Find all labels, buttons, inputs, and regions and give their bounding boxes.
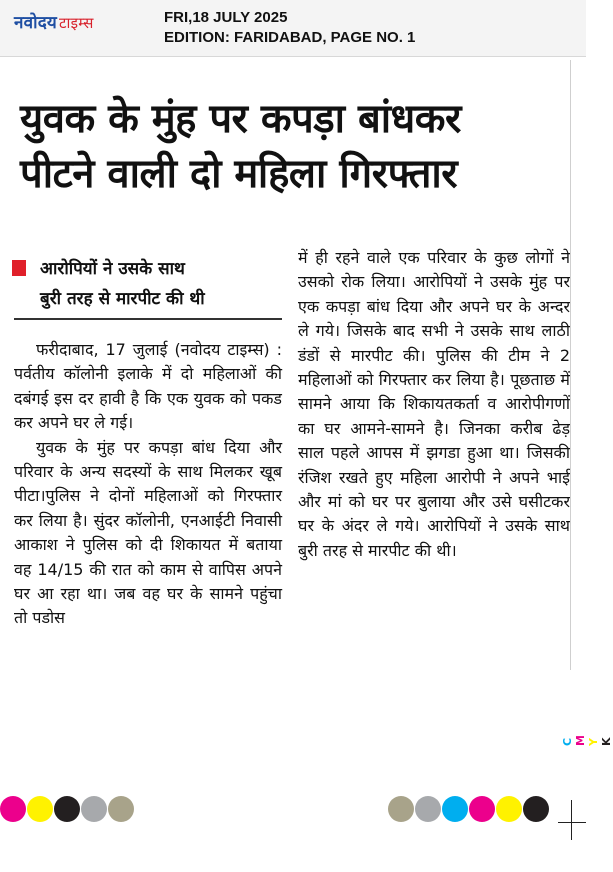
- color-bar-right: [388, 796, 550, 820]
- olive-swatch: [108, 796, 134, 822]
- yellow-swatch: [496, 796, 522, 822]
- logo-main-text: नवोदय: [14, 13, 57, 33]
- subheading-line-1: आरोपियों ने उसके साथ: [40, 259, 185, 279]
- article-column-1: [14, 338, 282, 631]
- subheading-line-2: बुरी तरह से मारपीट की थी: [40, 289, 205, 309]
- publication-date: FRI,18 JULY 2025: [164, 9, 288, 26]
- cyan-swatch: [442, 796, 468, 822]
- margin-rule: [570, 60, 571, 670]
- magenta-swatch: [0, 796, 26, 822]
- registration-mark-horizontal: [558, 822, 586, 823]
- edition-page: EDITION: FARIDABAD, PAGE NO. 1: [164, 29, 416, 46]
- paragraph-2: युवक के मुंह पर कपड़ा बांध दिया और परिवार के अन्य सदस्यों के साथ मिलकर खूब पीटा।पुलिस ने दोनों महिलाओं को गिरफ्तार कर लिया है। सुंदर कॉलोनी, एनआईटी निवासी आकाश ने पुलिस को दी शिकायत में बताया वह 14/15 की रात को काम से वापिस अपने घर आ रहा था। जब वह घर के सामने पहुंचा तो पडोस: [14, 437, 282, 628]
- gray-swatch: [415, 796, 441, 822]
- paragraph-3: में ही रहने वाले एक परिवार के कुछ लोगों ने उसको रोक लिया। आरोपियों ने उसके मुंह पर एक कपड़ा बांध दिया और अपने घर के अन्दर ले गये। जिसके बाद सभी ने उसके साथ लाठी डंडों से मारपीट की। पुलिस की टीम ने 2 महिलाओं को गिरफ्तार कर लिया है। पूछताछ में सामने आया कि शिकायतकर्ता व आरोपीगणों का घर आमने-सामने है। जिनका करीब ढेड़ साल पहले आपस में झगडा हुआ था। जिसकी रंजिश रखते हुए महिला आरोपी ने अपने भाई और मां को घर पर बुलाया और उसे घसीटकर घर के अंदर ले गये। आरोपियों ने उसके साथ बुरी तरह से मारपीट की थी।: [298, 248, 570, 560]
- color-bar-left: [0, 796, 135, 820]
- registration-mark-vertical: [571, 800, 572, 840]
- yellow-swatch: [27, 796, 53, 822]
- subheading-bullet-icon: [12, 260, 26, 276]
- masthead-bar: [0, 0, 586, 57]
- paragraph-1: फरीदाबाद, 17 जुलाई (नवोदय टाइम्स) : पर्वतीय कॉलोनी इलाके में दो महिलाओं की दबंगई इस दर हावी है कि एक युवक को पकड कर अपने घर ले गई।: [14, 340, 282, 433]
- cmyk-letter: C: [561, 737, 574, 746]
- article-subheading: [12, 254, 282, 314]
- headline-line-1: युवक के मुंह पर कपड़ा बांधकर: [20, 96, 461, 142]
- cmyk-letter: K: [600, 737, 613, 746]
- logo-accent-text: टाइम्स: [58, 14, 94, 32]
- cmyk-label: [561, 735, 613, 746]
- headline-line-2: पीटने वाली दो महिला गिरफ्तार: [20, 151, 458, 197]
- subheading-rule: [14, 318, 282, 320]
- article-headline: [20, 92, 550, 202]
- newspaper-logo: [14, 10, 94, 33]
- black-swatch: [54, 796, 80, 822]
- black-swatch: [523, 796, 549, 822]
- cmyk-letter: M: [574, 735, 587, 746]
- article-column-2: [298, 246, 570, 563]
- edition-info: [164, 8, 415, 48]
- olive-swatch: [388, 796, 414, 822]
- cmyk-letter: Y: [587, 737, 600, 746]
- gray-swatch: [81, 796, 107, 822]
- magenta-swatch: [469, 796, 495, 822]
